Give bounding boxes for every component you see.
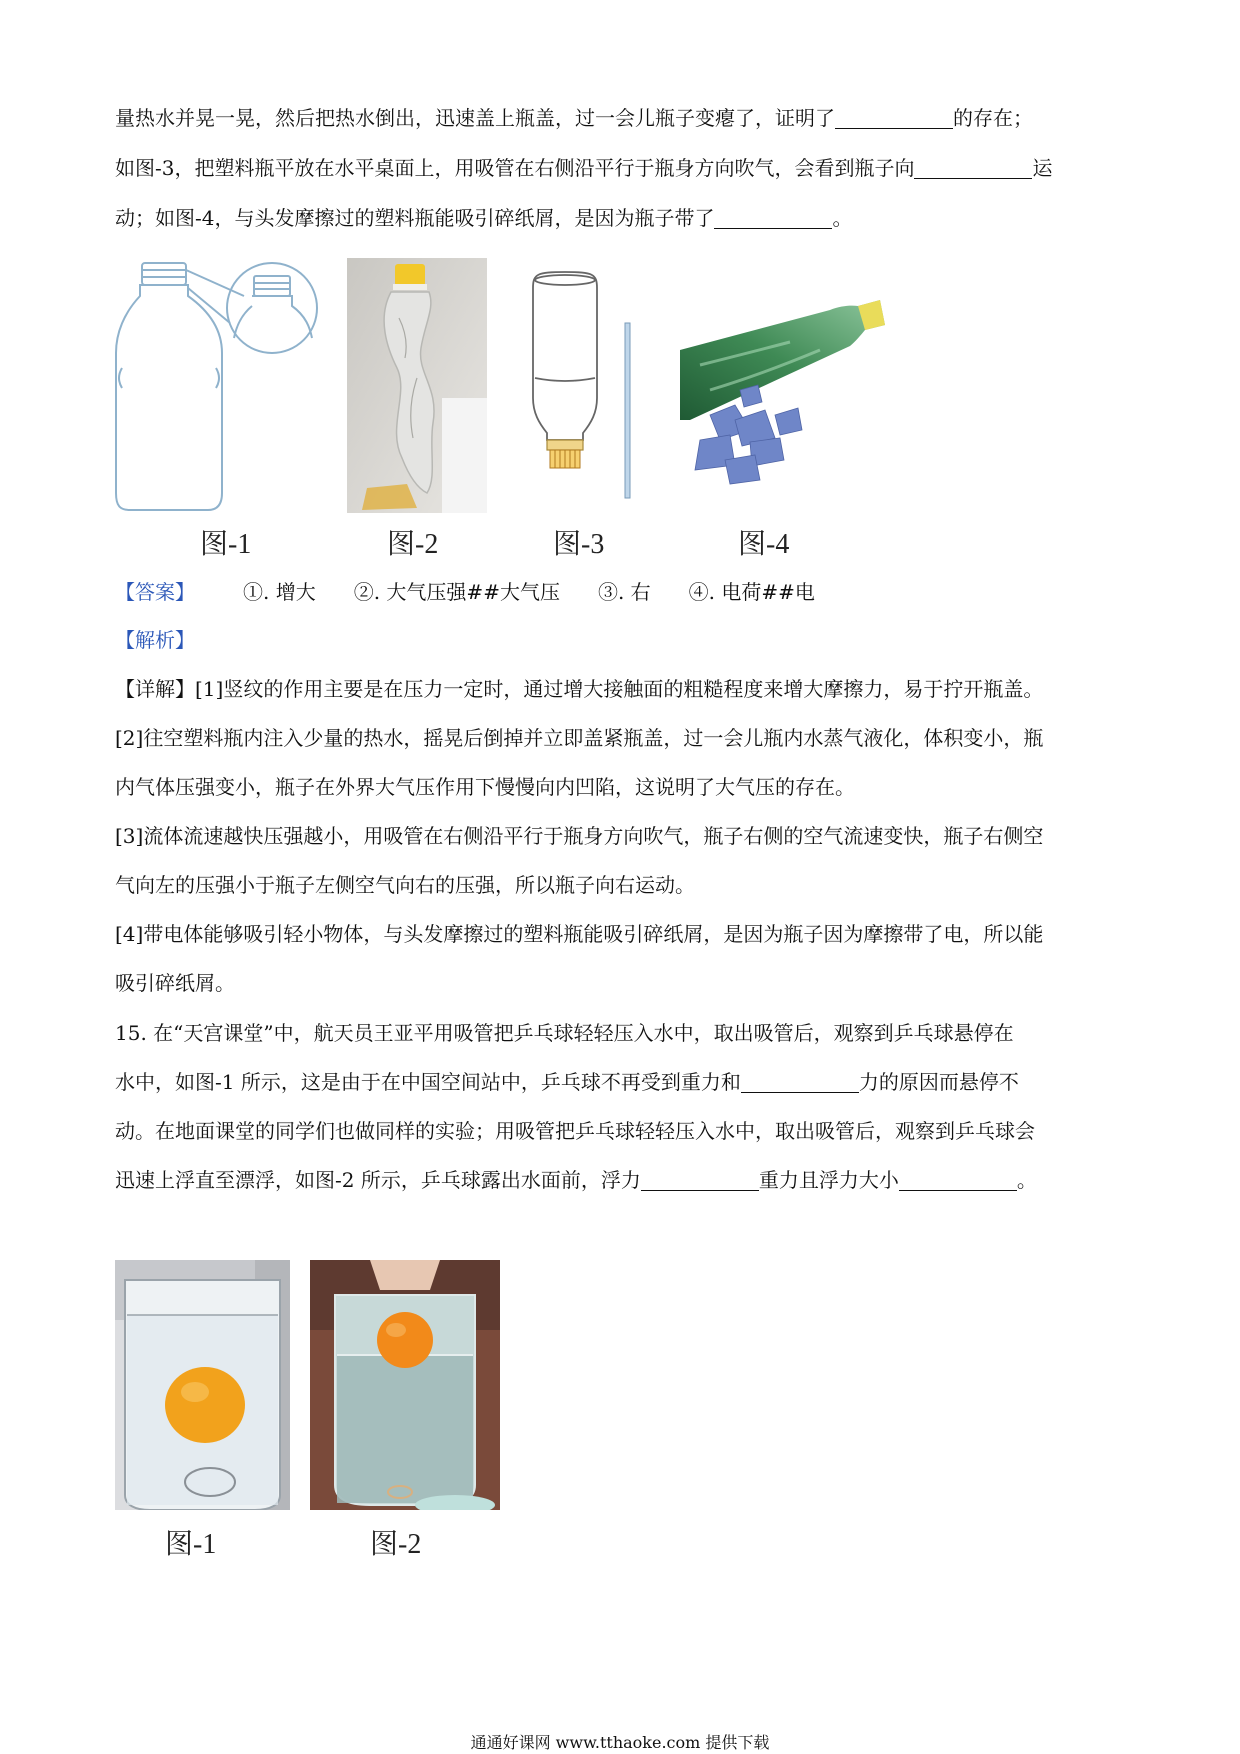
answer-line [115, 578, 853, 606]
ball-floating-photo [310, 1260, 500, 1510]
answer-blank [741, 1072, 859, 1093]
intro-line-1 [115, 104, 1033, 132]
detail-paragraph-2-line-2: 内气体压强变小，瓶子在外界大气压作用下慢慢向内凹陷，这说明了大气压的存在。 [115, 775, 855, 799]
answer-item: ④. 电荷##电 [688, 580, 815, 604]
question-15-line-2 [115, 1068, 1019, 1096]
question-15-line-4 [115, 1166, 1037, 1194]
question-text: 重力且浮力大小 [758, 1168, 899, 1192]
answer-blank [714, 208, 832, 229]
green-bottle-paper-photo [680, 270, 890, 500]
intro-text: 运 [1032, 156, 1053, 180]
answer-item: ②. 大气压强##大气压 [353, 580, 560, 604]
footer-source: 通通好课网 www.tthaoke.com 提供下载 [470, 1733, 770, 1752]
ball-suspended-photo [115, 1260, 290, 1510]
answer-item: ①. 增大 [243, 580, 316, 604]
bottle-outline-figure [112, 258, 327, 513]
detail-paragraph-1 [115, 675, 1043, 703]
detail-paragraph-4-line-1: [4]带电体能够吸引轻小物体，与头发摩擦过的塑料瓶能吸引碎纸屑，是因为瓶子因为摩擦带了电，所以能 [115, 922, 1044, 946]
figure-caption: 图-1 [200, 529, 252, 560]
analysis-label: 【解析】 [115, 628, 195, 652]
intro-text: 的存在； [953, 106, 1033, 130]
detail-paragraph-3-line-1: [3]流体流速越快压强越小，用吸管在右侧沿平行于瓶身方向吹气，瓶子右侧的空气流速变快，瓶子右侧空 [115, 824, 1044, 848]
figure-caption: 图-2 [387, 529, 439, 560]
crushed-bottle-photo [347, 258, 487, 513]
question-text: 水中，如图-1 所示，这是由于在中国空间站中，乒乓球不再受到重力和 [115, 1070, 741, 1094]
question-text: 。 [1016, 1168, 1037, 1192]
intro-text: 动；如图-4，与头发摩擦过的塑料瓶能吸引碎纸屑，是因为瓶子带了 [115, 206, 715, 230]
question-text: 力的原因而悬停不 [858, 1070, 1019, 1094]
intro-line-2 [115, 154, 1052, 182]
answer-item: ③. 右 [597, 580, 651, 604]
figure-caption: 图-3 [553, 529, 605, 560]
answer-blank [835, 108, 953, 129]
answer-blank [914, 158, 1032, 179]
detail-text: [1]竖纹的作用主要是在压力一定时，通过增大接触面的粗糙程度来增大摩擦力，易于拧开瓶盖。 [195, 677, 1044, 701]
detail-label: 【详解】 [115, 677, 195, 701]
question-text: 迅速上浮直至漂浮，如图-2 所示，乒乓球露出水面前，浮力 [115, 1168, 641, 1192]
detail-paragraph-2-line-1: [2]往空塑料瓶内注入少量的热水，摇晃后倒掉并立即盖紧瓶盖，过一会儿瓶内水蒸气液化，体积变小，瓶 [115, 726, 1044, 750]
bottle-and-straw-figure [525, 268, 645, 503]
intro-text: 量热水并晃一晃，然后把热水倒出，迅速盖上瓶盖，过一会儿瓶子变瘪了，证明了 [115, 106, 835, 130]
figure-caption: 图-4 [738, 529, 790, 560]
question-15-line-3: 动。在地面课堂的同学们也做同样的实验；用吸管把乒乓球轻轻压入水中，取出吸管后，观察到乒乓球会 [115, 1119, 1035, 1143]
detail-paragraph-4-line-2: 吸引碎纸屑。 [115, 971, 235, 995]
intro-text: 如图-3，把塑料瓶平放在水平桌面上，用吸管在右侧沿平行于瓶身方向吹气，会看到瓶子向 [115, 156, 915, 180]
intro-line-3 [115, 204, 852, 232]
figure-caption: 图-1 [165, 1529, 217, 1560]
question-15-line-1: 15. 在“天宫课堂”中，航天员王亚平用吸管把乒乓球轻轻压入水中，取出吸管后，观察到乒乓球悬停在 [115, 1021, 1014, 1045]
answer-blank [899, 1170, 1017, 1191]
figure-caption: 图-2 [370, 1529, 422, 1560]
answer-label: 【答案】 [115, 580, 195, 604]
answer-blank [641, 1170, 759, 1191]
intro-text: 。 [832, 206, 853, 230]
detail-paragraph-3-line-2: 气向左的压强小于瓶子左侧空气向右的压强，所以瓶子向右运动。 [115, 873, 695, 897]
